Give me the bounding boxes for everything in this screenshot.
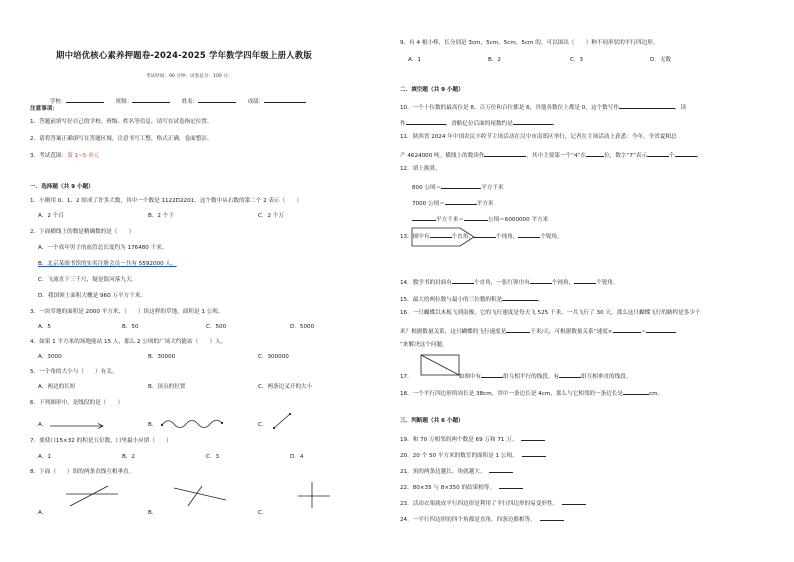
q14-text-2: 个直角，一张红领巾有 (473, 280, 530, 286)
q11-blank-read[interactable] (484, 150, 526, 157)
q24-blank[interactable] (540, 514, 564, 521)
q1-option-c[interactable]: C．2 个万 (258, 213, 285, 219)
q8-stem: 8．下面（ ）组的两条直线互相垂直。 (30, 469, 135, 475)
q11-line1: 11．陕西省 2024 年中国农民丰收节主场活动在汉中市南郑区举行，记者在主场活动上获悉：今年，全省夏粮总 (400, 134, 677, 140)
q10-blank-written[interactable] (619, 102, 675, 109)
q5-option-b[interactable]: B．顶点的位置 (148, 384, 186, 390)
q17-number: 17． (400, 374, 413, 380)
q5-option-a[interactable]: A．两边的长短 (38, 384, 76, 390)
q22-line (400, 482, 523, 492)
q9-option-c[interactable]: C．3 (570, 57, 584, 63)
q12-row2-b: 平方米 (476, 201, 494, 207)
q23-line (400, 498, 586, 508)
q9-option-a[interactable]: A．1 (408, 57, 421, 63)
q7-option-c[interactable]: C．3 (206, 454, 220, 460)
class-blank[interactable] (132, 96, 170, 103)
q16-text-3: ＝ (640, 329, 647, 335)
q12-stem: 12．填上换算。 (400, 166, 441, 172)
student-info-row (50, 96, 306, 106)
q18-text-1: 18．一个平行四边形的周长是 38cm，其中一条边长是 4cm，那么与它相邻的一条边长是 (400, 391, 623, 397)
q10-text-a-end: ，读 (674, 105, 687, 111)
q8-option-a[interactable]: A． (38, 510, 48, 516)
q1-option-b[interactable]: B．2 个千 (148, 213, 174, 219)
q13-text-1: 13．图中有 (400, 234, 430, 240)
q15-text-1: 15．最大的两位数与最小的三位数的积是 (400, 297, 503, 303)
q11-text-1: 产 4624000 吨。横线上的数读作 (400, 153, 485, 159)
q12-row3-blank-1[interactable] (412, 214, 436, 221)
q2-option-d[interactable]: D．我国领土面积大概是 960 万平方千米。 (38, 293, 147, 299)
q14-blank-1[interactable] (452, 277, 474, 284)
q6-figure-c-segment (270, 410, 300, 432)
q12-row1-b: 平方千米 (481, 185, 504, 191)
q11-line2 (400, 150, 702, 160)
q21-text: 21．角的两条边越长，角就越大。 (400, 469, 486, 475)
q11-text-4: 个 (669, 153, 675, 159)
q19-blank[interactable] (521, 434, 545, 441)
q16-line2 (400, 326, 676, 336)
exam-title: 期中培优核心素养押题卷-2024-2025 学年数学四年级上册人教版 (56, 50, 312, 60)
score-blank[interactable] (264, 96, 306, 103)
q12-row1 (412, 182, 504, 192)
q23-text: 23．活动衣架就成平行四边形是利用了平行四边形的易变形性。 (400, 501, 559, 507)
q12-row3 (412, 214, 548, 224)
q22-blank[interactable] (499, 482, 523, 489)
q13-text-3: 个钝角， (495, 234, 519, 240)
q11-blank-count[interactable] (647, 150, 669, 157)
q16-line1: 16．一只蝴蝶以木板飞到南极，它的飞行速度是每天飞 525 千米，一共飞行了 30 天，那么这只蝴蝶飞行的路程是多少千 (400, 310, 701, 316)
q22-text: 22．80×35 与 8×350 的结果相等。 (400, 485, 496, 491)
q14-text-3: 个钝角， (551, 280, 575, 286)
q9-stem: 9．有 4 根小棒，长分别是 3cm，5cm，5cm，5cm 的，可以围出（ ）种不同形状的平行四边形。 (400, 40, 659, 46)
q17-blank-parallel[interactable] (481, 371, 503, 378)
scope-value: 第 1~5 单元 (67, 153, 100, 159)
note-1: 1．答题前填写好自己的学校、班级、姓名等信息，请写在试卷指定位置。 (30, 119, 213, 125)
q17-text-2: 如图中有 (458, 374, 482, 380)
q8-option-b[interactable]: B． (148, 510, 158, 516)
q14-line (400, 277, 619, 287)
q14-text-4: 个锐角。 (596, 280, 619, 286)
q6-stem: 6．下列图形中，是线段的是（ ） (30, 400, 124, 406)
q16-text-2: 千米/天，可根据数量关系“速度× (530, 329, 613, 335)
q10-text-a: 10．一个十位数的最高位是 8，百万位和百位都是 6，其他各数位上都是 0，这个数写作 (400, 105, 619, 111)
scope-prefix: 3．考试范围： (30, 153, 68, 159)
q12-row1-a: 800 公顷＝ (412, 185, 442, 191)
q1-option-a[interactable]: A．2 个百 (38, 213, 64, 219)
section1-heading: 一．选择题（共 9 小题） (30, 184, 94, 190)
q21-line (400, 466, 513, 476)
q3-option-d[interactable]: D．5000 (290, 324, 315, 330)
q9-option-b[interactable]: B．2 (488, 57, 501, 63)
q10-line2 (400, 118, 558, 128)
exam-meta: 考试时间：90 分钟；试卷总分：100 分； (146, 74, 233, 79)
q6-option-b[interactable]: B． (148, 422, 158, 428)
q14-blank-2[interactable] (530, 277, 552, 284)
q10-text-b-end: 。 (552, 121, 559, 127)
q2-option-c[interactable]: C．飞流直下三千尺，疑是银河落九天。 (38, 277, 138, 283)
q4-option-b[interactable]: B．30000 (148, 354, 176, 360)
q11-text-5: 。 (696, 153, 703, 159)
name-blank[interactable] (198, 96, 236, 103)
class-label: 班级： (115, 99, 133, 105)
q24-line (400, 514, 564, 524)
q3-option-c[interactable]: C．500 (206, 324, 227, 330)
q5-option-c[interactable]: C．两条边叉开的大小 (258, 384, 313, 390)
q14-blank-3[interactable] (574, 277, 596, 284)
q16-text-1: 米？根据数量关系，这只蝴蝶的飞行速度是 (400, 329, 507, 335)
q12-row3-blank-2[interactable] (464, 214, 488, 221)
q6-figure-b-curve (160, 415, 230, 431)
q7-option-d[interactable]: D．4 (290, 454, 304, 460)
q8-figure-c (292, 480, 332, 510)
q8-option-c[interactable]: C． (258, 510, 268, 516)
q11-blank-place[interactable] (586, 150, 604, 157)
q2-stem: 2．下面横线上的数是精确数的是（ ） (30, 229, 135, 235)
school-label: 学校： (50, 99, 67, 105)
note-3 (30, 153, 99, 160)
q13-blank-right[interactable] (430, 231, 452, 238)
q13-blank-obtuse[interactable] (474, 231, 496, 238)
q6-option-c[interactable]: C． (258, 422, 268, 428)
q9-option-d[interactable]: D．无数 (650, 57, 672, 63)
q16-blank-distance[interactable] (646, 326, 676, 333)
note-2: 2．请将答案正确填写在答题区域，注意书写工整，格式正确，卷面整洁。 (30, 136, 213, 142)
q12-row3-a: 平方千米＝ (436, 217, 464, 223)
q3-stem: 3．一块草地的面积是 2000 平方米，（ ）块这样的草地，面积是 1 公顷。 (30, 309, 224, 315)
q4-stem: 4．如果 1 平方米的场地能站 15 人，那么 2 公顷的广场大约能站（ ）人。 (30, 339, 227, 345)
name-label: 姓名： (181, 99, 198, 105)
q11-text-3: 位，数字“7”表示 (604, 153, 648, 159)
q13-line (400, 231, 563, 241)
q10-blank-read[interactable] (406, 118, 446, 125)
q7-option-b[interactable]: B．2 (122, 454, 135, 460)
q10-text-b-mid: ，省略亿位后面的尾数约是 (445, 121, 513, 127)
q20-line (400, 450, 546, 460)
q3-option-a[interactable]: A．5 (38, 324, 51, 330)
q7-stem: 7．要使口15×32 的积是五位数，口里最小应填（ ） (30, 438, 172, 444)
q11-blank-unit[interactable] (675, 150, 697, 157)
q20-blank[interactable] (522, 450, 546, 457)
q16-blank-speed[interactable] (506, 326, 530, 333)
q12-row2 (412, 198, 494, 208)
q18-line (400, 388, 663, 398)
section3-heading: 三．判断题（共 6 小题） (400, 418, 464, 424)
q18-text-2: cm。 (649, 391, 664, 397)
section2-heading: 二．填空题（共 9 小题） (400, 87, 464, 93)
q10-text-b: 作 (400, 121, 406, 127)
q19-text: 19．和 70 万相邻的两个数是 69 万和 71 万。 (400, 437, 518, 443)
left-column (30, 0, 375, 562)
q19-line (400, 434, 545, 444)
q23-blank[interactable] (562, 498, 586, 505)
q5-stem: 5．一个角的大小与（ ）有关。 (30, 369, 118, 375)
school-blank[interactable] (66, 96, 104, 103)
q13-blank-acute[interactable] (518, 231, 540, 238)
q3-option-b[interactable]: B．50 (122, 324, 139, 330)
notes-heading: 注意事项： (30, 106, 58, 112)
q17-line (400, 371, 631, 381)
q12-row2-blank[interactable] (445, 198, 477, 205)
q1-stem: 1．小刚用 0、1、2 组成了许多大数，其中一个数是 1122D2201，这个数中从右数的第二个 2 表示（ ） (30, 198, 303, 204)
q17-text-3: 组互相平行的线段，有 (503, 374, 560, 380)
q16-blank-time[interactable] (613, 326, 641, 333)
q6-figure-a-ray (48, 420, 108, 432)
q10-blank-approx[interactable] (513, 118, 553, 125)
q8-figure-b (170, 484, 230, 508)
q11-text-2: ，其中主要第一个“4”在 (526, 153, 587, 159)
q4-option-c[interactable]: C．300000 (258, 354, 289, 360)
q20-text: 20．20 个 50 平方米的数室的面积是 1 公顷。 (400, 453, 518, 459)
q13-text-2: 个直角， (451, 234, 474, 240)
q14-text-1: 14．数学书的封面有 (400, 280, 452, 286)
q13-text-4: 个锐角。 (540, 234, 563, 240)
q18-blank[interactable] (623, 388, 649, 395)
q24-text: 24．一平行四边形的四个角都是直角，四条边都相等。 (400, 517, 536, 523)
q12-row1-blank[interactable] (441, 182, 481, 189)
q15-blank[interactable] (502, 294, 538, 301)
q6-option-a[interactable]: A． (38, 422, 48, 428)
q2-option-a[interactable]: A．一个成年男子的血管总长度约为 176480 千米。 (38, 245, 168, 251)
q15-text-2: 。 (538, 297, 544, 303)
q8-figure-a (60, 484, 120, 508)
q21-blank[interactable] (489, 466, 513, 473)
q4-option-a[interactable]: A．3000 (38, 354, 62, 360)
q17-blank-perp[interactable] (559, 371, 581, 378)
q2-option-b[interactable]: B．北京某图书馆的实名注册会员一共有 5592000 人。 (38, 261, 177, 267)
q7-option-a[interactable]: A．1 (38, 454, 51, 460)
q12-row3-b: 公顷＝6000000 平方米 (487, 217, 549, 223)
q15-line (400, 294, 544, 304)
q17-text-4: 组互相垂直的线段。 (581, 374, 632, 380)
q16-line3: ”来解决这个问题。 (400, 342, 448, 348)
right-column (400, 0, 770, 562)
q12-row2-a: 7000 公顷＝ (412, 201, 445, 207)
q10-line1 (400, 102, 686, 112)
score-label: 成绩： (247, 99, 264, 105)
